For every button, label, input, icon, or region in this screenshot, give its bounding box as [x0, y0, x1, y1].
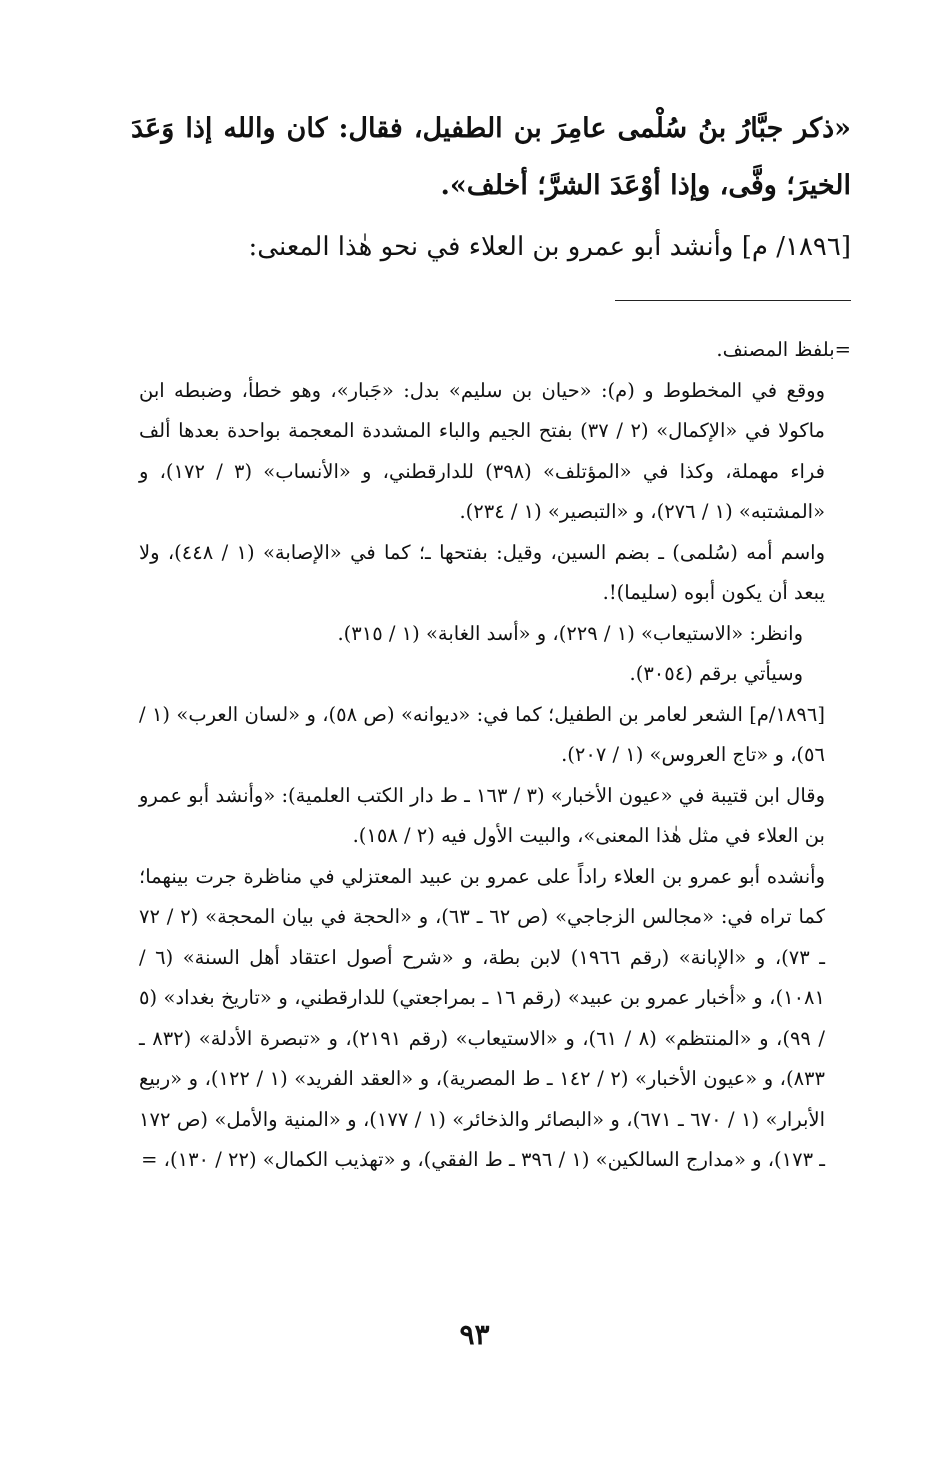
footnotes-section [139, 330, 851, 1181]
footnote-paragraph: ووقع في المخطوط و (م): «حيان بن سليم» بدل: «جَبار»، وهو خطأ، وضبطه ابن ماكولا في «الإكمال» (٢ / ٣٧) بفتح الجيم والباء المشددة المعجمة بواحدة بعدها ألف فراء مهملة، وكذا في «المؤتلف» (٣٩٨) للدارقطني، و «الأنساب» (٣ / ١٧٢)، و «المشتبه» (١ / ٢٧٦)، و «التبصير» (١ / ٢٣٤). [139, 378, 826, 523]
main-quote: «ذكر جبَّارُ بنُ سُلْمى عامِرَ بن الطفيل، فقال: كان والله إذا وَعَدَ الخيرَ؛ وفَّى، وإذا أوْعَدَ الشرَّ؛ أخلف». [131, 113, 851, 201]
footnote-paragraph: وأنشده أبو عمرو بن العلاء راداً على عمرو بن عبيد المعتزلي في مناظرة جرت بينهما؛ كما تراه في: «مجالس الزجاجي» (ص ٦٢ ـ ٦٣)، و «الحجة في بيان المحجة» (٢ / ٧٢ ـ ٧٣)، و «الإبانة» (رقم ١٩٦٦) لابن بطة، و «شرح أصول اعتقاد أهل السنة» (٦ / ١٠٨١)، و «أخبار عمرو بن عبيد» (رقم ١٦ ـ بمراجعتي) للدارقطني، و «تاريخ بغداد» (٥ / ٩٩)، و «المنتظم» (٨ / ٦١)، و «الاستيعاب» (رقم ٢١٩١)، و «تبصرة الأدلة» (٨٣٢ ـ ٨٣٣)، و «عيون الأخبار» (٢ / ١٤٢ ـ ط المصرية)، و «العقد الفريد» (١ / ١٢٢)، و «ربيع الأبرار» (١ / ٦٧٠ ـ ٦٧١)، و «البصائر والذخائر» (١ / ١٧٧)، و «المنية والأمل» (ص ١٧٢ ـ ١٧٣)، و «مدارج السالكين» (١ / ٣٩٦ ـ ط الفقي)، و «تهذيب الكمال» (٢٢ / ١٣٠)، = [139, 864, 826, 1171]
poem-intro: [١٨٩٦/ م] وأنشد أبو عمرو بن العلاء في نحو هٰذا المعنى: [248, 232, 851, 262]
footnote-paragraph: [١٨٩٦/م] الشعر لعامر بن الطفيل؛ كما في: «ديوانه» (ص ٥٨)، و «لسان العرب» (١ / ٥٦)، و «تاج العروس» (١ / ٢٠٧). [139, 702, 825, 766]
footnote-continuation: =بلفظ المصنف. [716, 338, 851, 361]
footnote-paragraph: واسم أمه (سُلمى) ـ بضم السين، وقيل: بفتحها ـ؛ كما في «الإصابة» (١ / ٤٤٨)، ولا يبعد أن يكون أبوه (سليما)!. [139, 540, 826, 604]
footnote-separator [615, 300, 851, 301]
footnote-paragraph: وانظر: «الاستيعاب» (١ / ٢٢٩)، و «أسد الغابة» (١ / ٣١٥). [337, 621, 803, 645]
footnote-paragraph: وسيأتي برقم (٣٠٥٤). [629, 662, 803, 685]
page-number: ٩٣ [459, 1318, 490, 1351]
footnote-paragraph: وقال ابن قتيبة في «عيون الأخبار» (٣ / ١٦٣ ـ ط دار الكتب العلمية): «وأنشد أبو عمرو بن العلاء في مثل هٰذا المعنى»، والبيت الأول فيه (٢ / ١٥٨). [139, 783, 826, 847]
